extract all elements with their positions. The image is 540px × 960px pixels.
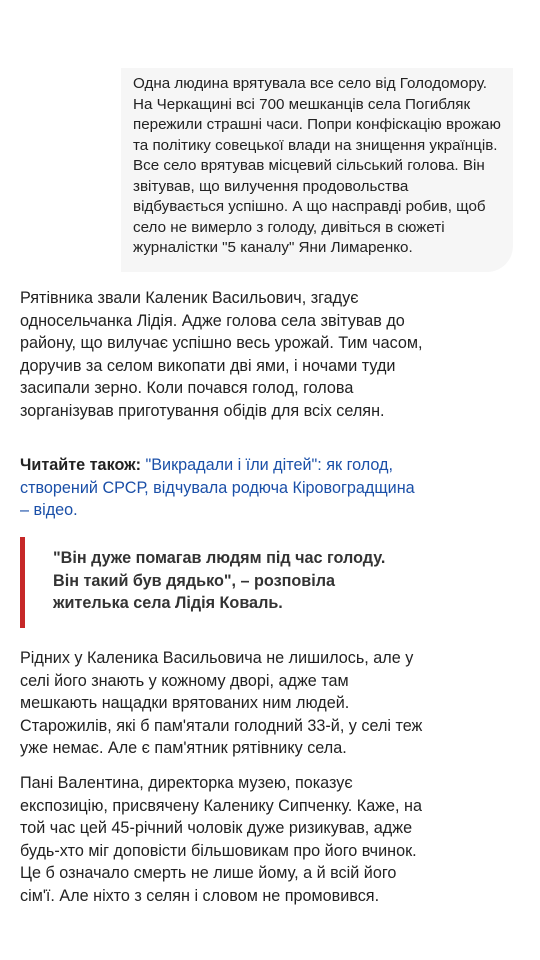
lead-box bbox=[121, 68, 513, 272]
read-also bbox=[20, 454, 420, 522]
lead-text: Одна людина врятувала все село від Голодомору. На Черкащині всі 700 мешканців села Погибляк пережили страшні часи. Попри конфіскацію врожаю та політику совецької влади на знищення українців. Все село врятував місцевий сільський голова. Він звітував, що вилучення продовольства відбувається успішно. А що насправді робив, щоб село не вимерло з голоду, дивіться в сюжеті журналістки "5 каналу" Яни Лимаренко. bbox=[133, 75, 501, 256]
paragraph-descendants: Рідних у Каленика Васильовича не лишилось, але у селі його знають у кожному дворі, адже там мешкають нащадки врятованих ним людей. Старожилів, які б пам'ятали голодний 33-й, у селі теж уже немає. Але є пам'ятник рятівнику села. bbox=[20, 649, 423, 757]
paragraph-rescuer: Рятівника звали Каленик Васильович, згадує односельчанка Лідія. Адже голова села звітував до району, що вилучає успішно весь урожай. Тим часом, доручив за селом викопати дві ями, і ночами туди засипали зерно. Коли почався голод, голова зорганізував приготування обідів для всіх селян. bbox=[20, 289, 423, 420]
read-also-link[interactable]: "Викрадали і їли дітей": як голод, створений СРСР, відчувала родюча Кіровоградщина – відео. bbox=[20, 456, 415, 519]
paragraph-museum: Пані Валентина, директорка музею, показує експозицію, присвячену Каленику Сипченку. Каже, на той час цей 45-річний чоловік дуже ризикував, адже будь-хто міг доповісти більшовикам про його вчинок. Це б означало смерть не лише йому, а й всій його сім'ї. Але ніхто з селян і словом не промовився. bbox=[20, 774, 422, 905]
blockquote bbox=[20, 537, 400, 628]
quote-text: "Він дуже помагав людям під час голоду. Він такий був дядько", – розповіла жителька села Лідія Коваль. bbox=[53, 549, 386, 612]
read-also-label: Читайте також: bbox=[20, 456, 141, 474]
